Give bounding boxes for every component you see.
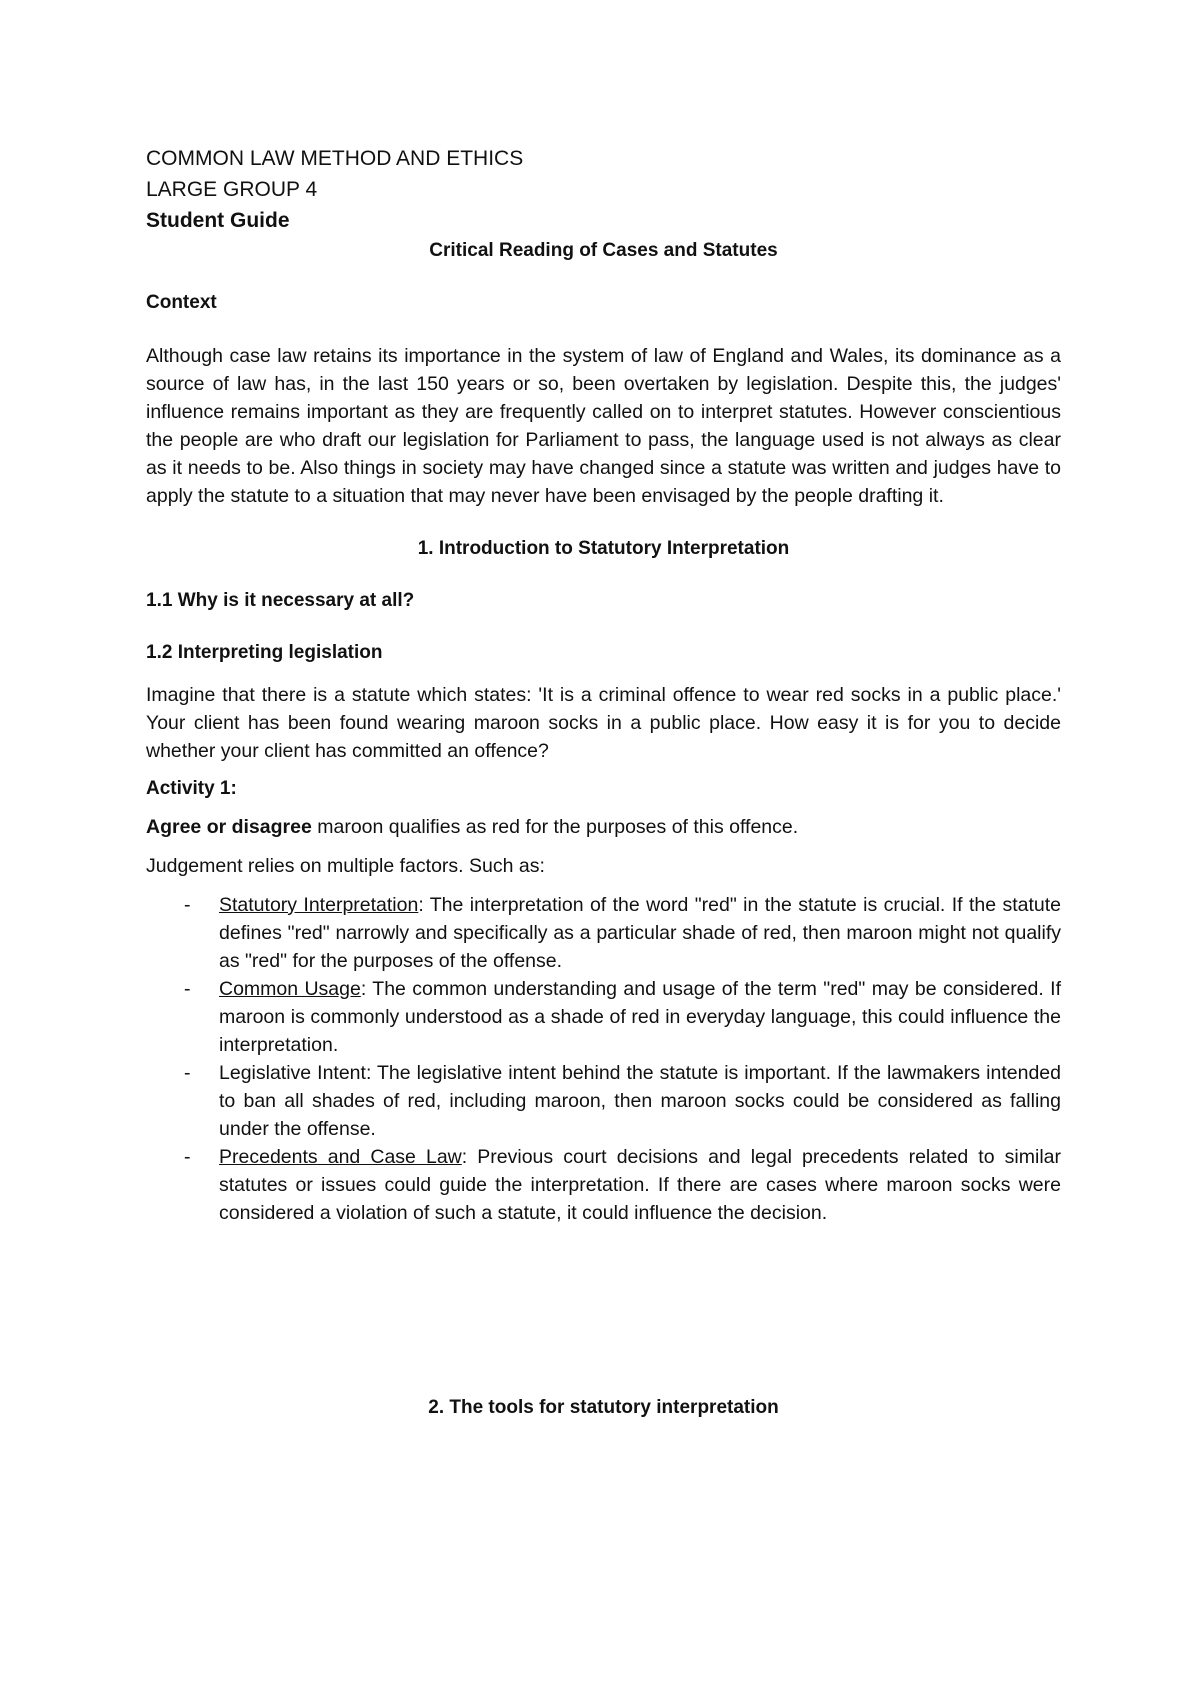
activity-prompt-bold: Agree or disagree (146, 816, 312, 838)
interpreting-paragraph: Imagine that there is a statute which states: 'It is a criminal offence to wear red socks in a public place.' Your client has been found wearing maroon socks in a public place. How easy it is for you to decide whether your client has committed an offence? (146, 684, 1061, 762)
factor-text: : The legislative intent behind the statute is important. If the lawmakers intended to ban all shades of red, including maroon, then maroon socks could be considered as falling under the offense. (219, 1062, 1061, 1140)
document-subtitle: Critical Reading of Cases and Statutes (429, 240, 778, 261)
activity-prompt-rest: maroon qualifies as red for the purposes of this offence. (311, 816, 799, 838)
factor-text: : The interpretation of the word "red" in the statute is crucial. If the statute defines "red" narrowly and specifically as a particular shade of red, then maroon might not qualify as "red" for the purposes of the offense. (219, 894, 1061, 972)
list-dash: - (184, 894, 191, 916)
activity-prompt (146, 813, 1061, 841)
subsection-1-1-heading: 1.1 Why is it necessary at all? (146, 590, 415, 611)
list-dash: - (184, 1146, 191, 1168)
group-title: LARGE GROUP 4 (146, 178, 318, 201)
section-2-heading: 2. The tools for statutory interpretation (428, 1397, 779, 1418)
factor-term: Precedents and Case Law (219, 1146, 462, 1168)
list-item (146, 891, 1061, 975)
list-dash: - (184, 1062, 191, 1084)
course-title: COMMON LAW METHOD AND ETHICS (146, 147, 524, 170)
section-1-heading: 1. Introduction to Statutory Interpretation (417, 538, 790, 559)
factors-list (146, 891, 1061, 1227)
factor-term: Statutory Interpretation (219, 894, 419, 916)
factor-text: : The common understanding and usage of the term "red" may be considered. If maroon is commonly understood as a shade of red in everyday language, this could influence the interpretation. (219, 978, 1062, 1056)
list-item (146, 1143, 1061, 1227)
document-page (146, 143, 1061, 1421)
list-item (146, 1059, 1061, 1143)
list-dash: - (184, 978, 191, 1000)
factors-intro: Judgement relies on multiple factors. Such as: (146, 855, 545, 877)
list-item (146, 975, 1061, 1059)
context-heading: Context (146, 292, 217, 313)
guide-title: Student Guide (146, 209, 290, 232)
factor-term: Common Usage (219, 978, 361, 1000)
factor-term: Legislative Intent (219, 1062, 366, 1084)
subsection-1-2-heading: 1.2 Interpreting legislation (146, 642, 383, 663)
activity-heading: Activity 1: (146, 778, 237, 799)
factor-text: : Previous court decisions and legal precedents related to similar statutes or issues could guide the interpretation. If there are cases where maroon socks were considered a violation of such a statute, it could influence the decision. (219, 1146, 1061, 1224)
context-paragraph: Although case law retains its importance in the system of law of England and Wales, its dominance as a source of law has, in the last 150 years or so, been overtaken by legislation. Despite this, the judges' influence remains important as they are frequently called on to interpret statutes. However conscientious the people are who draft our legislation for Parliament to pass, the language used is not always as clear as it needs to be. Also things in society may have changed since a statute was written and judges have to apply the statute to a situation that may never have been envisaged by the people drafting it. (146, 345, 1061, 507)
